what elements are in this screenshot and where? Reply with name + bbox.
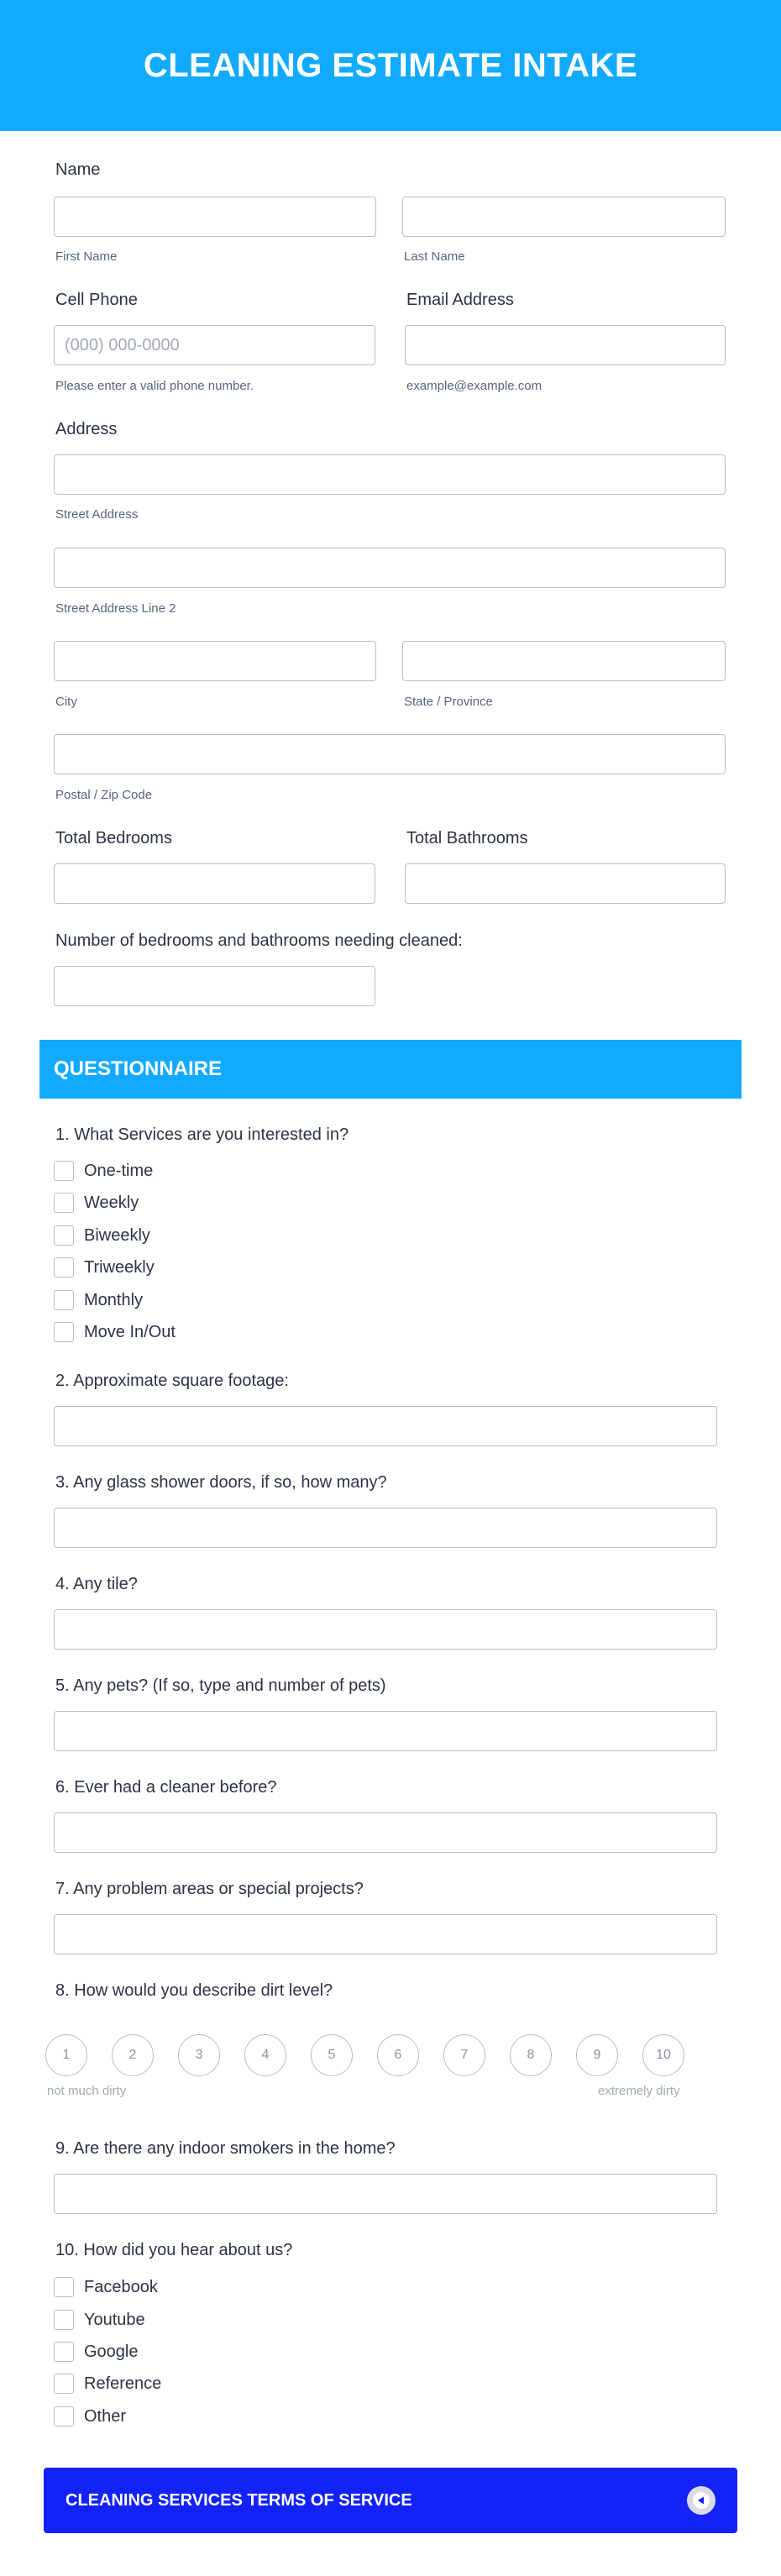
checkbox[interactable] — [54, 1322, 74, 1342]
q6-input[interactable] — [54, 1813, 717, 1853]
option-label: One-time — [84, 1161, 154, 1180]
q1-option[interactable] — [54, 1290, 143, 1310]
q3-label: 3. Any glass shower doors, if so, how many? — [55, 1473, 387, 1492]
q10-option[interactable] — [54, 2277, 158, 2297]
q5-label: 5. Any pets? (If so, type and number of pets) — [55, 1676, 386, 1695]
zip-sublabel: Postal / Zip Code — [55, 788, 153, 802]
q9-label: 9. Are there any indoor smokers in the home? — [55, 2139, 396, 2158]
checkbox[interactable] — [54, 2406, 74, 2426]
questionnaire-title: QUESTIONNAIRE — [54, 1057, 223, 1080]
q1-option[interactable] — [54, 1322, 176, 1342]
checkbox[interactable] — [54, 2277, 74, 2297]
dirt-scale-option[interactable]: 7 — [443, 2034, 485, 2076]
zip-input[interactable] — [54, 734, 726, 774]
checkbox[interactable] — [54, 1257, 74, 1278]
q10-label: 10. How did you hear about us? — [55, 2241, 293, 2259]
checkbox[interactable] — [54, 2310, 74, 2330]
option-label: Move In/Out — [84, 1322, 176, 1341]
dirt-scale-option[interactable]: 10 — [642, 2034, 684, 2076]
q10-option[interactable] — [54, 2310, 145, 2330]
q9-input[interactable] — [54, 2174, 717, 2214]
dirt-scale-option[interactable]: 2 — [112, 2034, 154, 2076]
option-label: Facebook — [84, 2277, 158, 2296]
play-left-icon — [687, 2486, 715, 2515]
dirt-scale-option[interactable]: 9 — [576, 2034, 618, 2076]
questionnaire-header — [39, 1040, 742, 1099]
terms-title: CLEANING SERVICES TERMS OF SERVICE — [66, 2490, 412, 2510]
first-name-input[interactable] — [54, 197, 376, 237]
q8-label: 8. How would you describe dirt level? — [55, 1981, 333, 2000]
total-bathrooms-input[interactable] — [405, 863, 726, 904]
scale-low-caption: not much dirty — [47, 2084, 127, 2098]
email-label: Email Address — [406, 291, 514, 309]
email-sublabel: example@example.com — [406, 379, 543, 393]
dirt-scale-option[interactable]: 1 — [45, 2034, 87, 2076]
option-label: Reference — [84, 2374, 162, 2393]
checkbox[interactable] — [54, 2342, 74, 2362]
checkbox[interactable] — [54, 1193, 74, 1213]
cell-phone-label: Cell Phone — [55, 291, 138, 309]
q1-option[interactable] — [54, 1257, 155, 1278]
q7-label: 7. Any problem areas or special projects? — [55, 1880, 364, 1898]
street-address-2-sublabel: Street Address Line 2 — [55, 601, 176, 616]
option-label: Youtube — [84, 2310, 145, 2329]
street-address-sublabel: Street Address — [55, 507, 139, 522]
state-sublabel: State / Province — [404, 695, 493, 709]
q7-input[interactable] — [54, 1914, 717, 1954]
city-input[interactable] — [54, 641, 376, 681]
dirt-scale-option[interactable]: 3 — [178, 2034, 220, 2076]
dirt-scale-option[interactable]: 5 — [311, 2034, 353, 2076]
option-label: Other — [84, 2406, 127, 2426]
q1-option[interactable] — [54, 1193, 139, 1213]
option-label: Biweekly — [84, 1225, 150, 1245]
street-address-2-input[interactable] — [54, 548, 726, 588]
total-bedrooms-label: Total Bedrooms — [55, 829, 172, 847]
terms-of-service-bar[interactable] — [44, 2468, 737, 2533]
street-address-input[interactable] — [54, 454, 726, 495]
total-bathrooms-label: Total Bathrooms — [406, 829, 528, 847]
dirt-scale-option[interactable]: 4 — [244, 2034, 286, 2076]
form-title: CLEANING ESTIMATE INTAKE — [143, 46, 638, 84]
q10-option[interactable] — [54, 2374, 161, 2394]
option-label: Triweekly — [84, 1257, 155, 1277]
email-input[interactable] — [405, 325, 726, 365]
expand-button[interactable] — [687, 2486, 715, 2515]
name-label: Name — [55, 160, 101, 179]
q1-option[interactable] — [54, 1161, 153, 1181]
checkbox[interactable] — [54, 1161, 74, 1181]
q4-label: 4. Any tile? — [55, 1575, 138, 1593]
q5-input[interactable] — [54, 1711, 717, 1751]
checkbox[interactable] — [54, 1225, 74, 1246]
q10-option[interactable] — [54, 2406, 126, 2426]
rooms-cleaned-label: Number of bedrooms and bathrooms needing cleaned: — [55, 931, 463, 950]
phone-sublabel: Please enter a valid phone number. — [55, 379, 254, 393]
dirt-scale-option[interactable]: 6 — [377, 2034, 419, 2076]
q3-input[interactable] — [54, 1508, 717, 1548]
option-label: Weekly — [84, 1193, 139, 1212]
q10-option[interactable] — [54, 2342, 139, 2362]
dirt-scale-option[interactable]: 8 — [510, 2034, 552, 2076]
q2-label: 2. Approximate square footage: — [55, 1372, 289, 1390]
form-header — [0, 0, 781, 131]
option-label: Monthly — [84, 1290, 144, 1309]
q1-option[interactable] — [54, 1225, 150, 1246]
last-name-sublabel: Last Name — [404, 249, 465, 264]
first-name-sublabel: First Name — [55, 249, 118, 264]
rooms-cleaned-input[interactable] — [54, 966, 375, 1006]
scale-high-caption: extremely dirty — [598, 2084, 680, 2098]
q2-input[interactable] — [54, 1406, 717, 1446]
checkbox[interactable] — [54, 2374, 74, 2394]
q4-input[interactable] — [54, 1609, 717, 1650]
cell-phone-input[interactable]: (000) 000-0000 — [54, 325, 375, 365]
q6-label: 6. Ever had a cleaner before? — [55, 1778, 277, 1797]
city-sublabel: City — [55, 695, 77, 709]
total-bedrooms-input[interactable] — [54, 863, 375, 904]
option-label: Google — [84, 2342, 139, 2361]
state-input[interactable] — [402, 641, 726, 681]
checkbox[interactable] — [54, 1290, 74, 1310]
address-label: Address — [55, 420, 118, 438]
last-name-input[interactable] — [402, 197, 726, 237]
q1-label: 1. What Services are you interested in? — [55, 1125, 349, 1144]
